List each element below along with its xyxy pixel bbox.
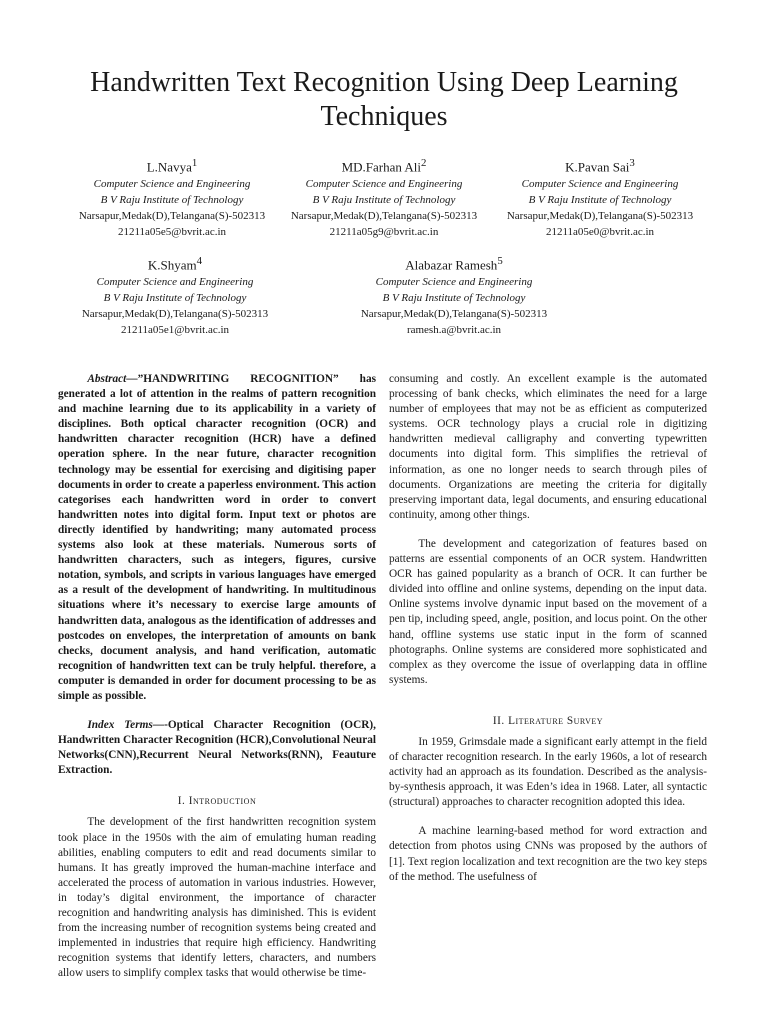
- author-institution: B V Raju Institute of Technology: [382, 292, 526, 305]
- author-address: Narsapur,Medak(D),Telangana(S)-502313: [78, 210, 266, 223]
- abstract-text: ”HANDWRITING RECOGNITION” has generated a lot of attention in the realms of pattern recognition and machine learning due to its applicability in a variety of disciplines. Both optical character recognition (OCR) and handwritten character recognition (HCR) have a defined operation sphere. In the near future, character recognition technology may be essential for exercising and digitising paper documents in order to create a paperless environment. This action categorises each handwritten word in order to convert handwritten notes into digital form. Input text or photos are directly identified by handwriting; many automated process systems also look at these materials. Numerous sorts of handwritten characters, such as integers, figures, cursive notation, symbols, and scripts in various languages have emerged as a result of the development of handwriting. In multitudinous situations where it’s necessary to exercise large amounts of handwritten data, analogous as the identification of addresses and postcodes on envelopes, the interpretation of amounts on bank checks, document analysis, and hand verification, automatic recognition of handwritten text can be truly helpful. therefore, a computer is demanded in order for document processing to be as simple as possible.: [58, 373, 376, 702]
- author-superscript: 5: [497, 255, 503, 267]
- author-address: Narsapur,Medak(D),Telangana(S)-502313: [290, 210, 478, 223]
- index-terms-label: Index Terms: [87, 719, 153, 732]
- author-institution: B V Raju Institute of Technology: [312, 194, 456, 207]
- author-block-1: [62, 154, 282, 240]
- author-department: Computer Science and Engineering: [93, 178, 251, 191]
- author-name: K.Pavan Sai$^3$: [565, 157, 635, 175]
- right-column: [389, 372, 707, 885]
- left-column: [58, 372, 376, 981]
- author-name: MD.Farhan Ali$^2$: [341, 157, 427, 175]
- author-email: 21211a05e0@bvrit.ac.in: [545, 226, 655, 239]
- author-address: Narsapur,Medak(D),Telangana(S)-502313: [81, 308, 269, 321]
- author-department: Computer Science and Engineering: [305, 178, 463, 191]
- introduction-paragraph-continued: consuming and costly. An excellent example is the automated processing of bank checks, which eliminates the need for a large number of employees that may not be as efficient as computerized systems. OCR technology plays a crucial role in digitizing handwritten medieval calligraphy and converting typewritten documents into digital form. This simplifies the retrieval of information, as one no longer needs to search through piles of documents. Organizations are meeting the criteria for digitally preserving important data, legal documents, and ensuring educational continuity, among other things.: [389, 373, 707, 521]
- introduction-paragraph-2: The development and categorization of features based on patterns are essential components of an OCR system. Handwritten OCR has gained popularity as a branch of OCR. It can further be divided into offline and online systems, depending on the input data. Online systems involve dynamic input based on the movement of a pen tip, including speed, angle, position, and locus point. On the other hand, offline systems use static input in the form of scanned photographs. Online systems are considered more sophisticated and complex as they overcome the issue of overlapping data in offline systems.: [389, 537, 707, 686]
- author-block-2: [274, 154, 494, 240]
- author-name: L.Navya$^1$: [146, 157, 198, 175]
- author-department: Computer Science and Engineering: [96, 276, 254, 289]
- author-email: ramesh.a@bvrit.ac.in: [406, 324, 502, 337]
- literature-paragraph-2: A machine learning-based method for word extraction and detection from photos using CNNs was proposed by the authors of [1]. Text region localization and text recognition are the two key steps of the method. The usefulness of: [389, 825, 707, 883]
- author-institution: B V Raju Institute of Technology: [100, 194, 244, 207]
- index-terms-text: Optical Character Recognition (OCR), Handwritten Character Recognition (HCR),Convolutional Neural Networks(CNN),Recurrent Neural Networks(RNN), Feauture Extraction.: [58, 719, 376, 777]
- author-institution: B V Raju Institute of Technology: [103, 292, 247, 305]
- author-superscript: 1: [191, 157, 198, 169]
- author-superscript: 2: [421, 157, 427, 169]
- paper-title: Handwritten Text Recognition Using Deep Learning Techniques: [90, 67, 678, 132]
- author-superscript: 3: [629, 157, 635, 169]
- section-heading-literature-survey: II. Literature Survey: [492, 714, 604, 727]
- author-institution: B V Raju Institute of Technology: [528, 194, 672, 207]
- literature-paragraph-1: In 1959, Grimsdale made a significant early attempt in the field of character recognition research. In the early 1960s, a lot of research activity had an approach as its foundation. Described as the analysis-by-synthesis approach, it was Eden’s idea in 1968. Later, all syntactic (structural) approaches to character recognition adopted this idea.: [389, 735, 707, 809]
- author-block-3: [488, 154, 712, 240]
- section-heading-introduction: I. Introduction: [177, 795, 257, 808]
- author-block-5: [340, 252, 568, 338]
- author-name: K.Shyam$^4$: [147, 255, 203, 273]
- author-address: Narsapur,Medak(D),Telangana(S)-502313: [506, 210, 694, 223]
- introduction-paragraph: The development of the first handwritten recognition system took place in the 1950s with the aim of emulating human reading abilities, enabling computers to edit and read documents similar to humans. It has greatly improved the human-machine interface and accelerated the process of automation in various industries. However, in today’s digital environment, the importance of character recognition and handwriting analysis has diminished. This is evident from the increasing number of recognition systems being created and implemented in industries that require high efficiency. Handwriting recognition systems that identify letters, characters, and numbers allow users to simplify complex tasks that would otherwise be time-: [58, 816, 376, 980]
- author-email: 21211a05e5@bvrit.ac.in: [117, 226, 227, 239]
- author-email: 21211a05e1@bvrit.ac.in: [120, 324, 230, 337]
- author-name: Alabazar Ramesh$^5$: [405, 255, 503, 273]
- author-department: Computer Science and Engineering: [521, 178, 679, 191]
- author-block-4: [65, 252, 285, 338]
- abstract-paragraph: Abstract—”HANDWRITING RECOGNITION” has generated a lot of attention in the realms of pattern recognition and machine learning due to its applicability in a variety of disciplines. Both optical character recognition (OCR) and handwritten character recognition (HCR) have a defined operation sphere. In the near future, character recognition technology may be essential for exercising and digitising paper documents in order to create a paperless environment. This action categorises each handwritten word in order to convert handwritten notes into digital form. Input text or photos are directly identified by handwriting; many automated process systems also look at these materials. Numerous sorts of handwritten characters, such as integers, figures, cursive notation, symbols, and scripts in various languages have emerged as a result of the development of handwriting. In multitudinous situations where it’s necessary to exercise large amounts of handwritten data, analogous as the identification of addresses and postcodes on envelopes, the interpretation of amounts on bank checks, document analysis, and hand verification, automatic recognition of handwritten text can be truly helpful. therefore, a computer is demanded in order for document processing to be as simple as possible.: [58, 373, 376, 702]
- author-department: Computer Science and Engineering: [375, 276, 533, 289]
- index-terms-paragraph: Index Terms—-Optical Character Recognition (OCR), Handwritten Character Recognition (HCR),Convolutional Neural Networks(CNN),Recurrent Neural Networks(RNN), Feauture Extraction.: [58, 719, 376, 777]
- author-address: Narsapur,Medak(D),Telangana(S)-502313: [360, 308, 548, 321]
- abstract-label: Abstract: [87, 373, 127, 385]
- author-email: 21211a05g9@bvrit.ac.in: [329, 226, 439, 239]
- author-superscript: 4: [196, 255, 203, 267]
